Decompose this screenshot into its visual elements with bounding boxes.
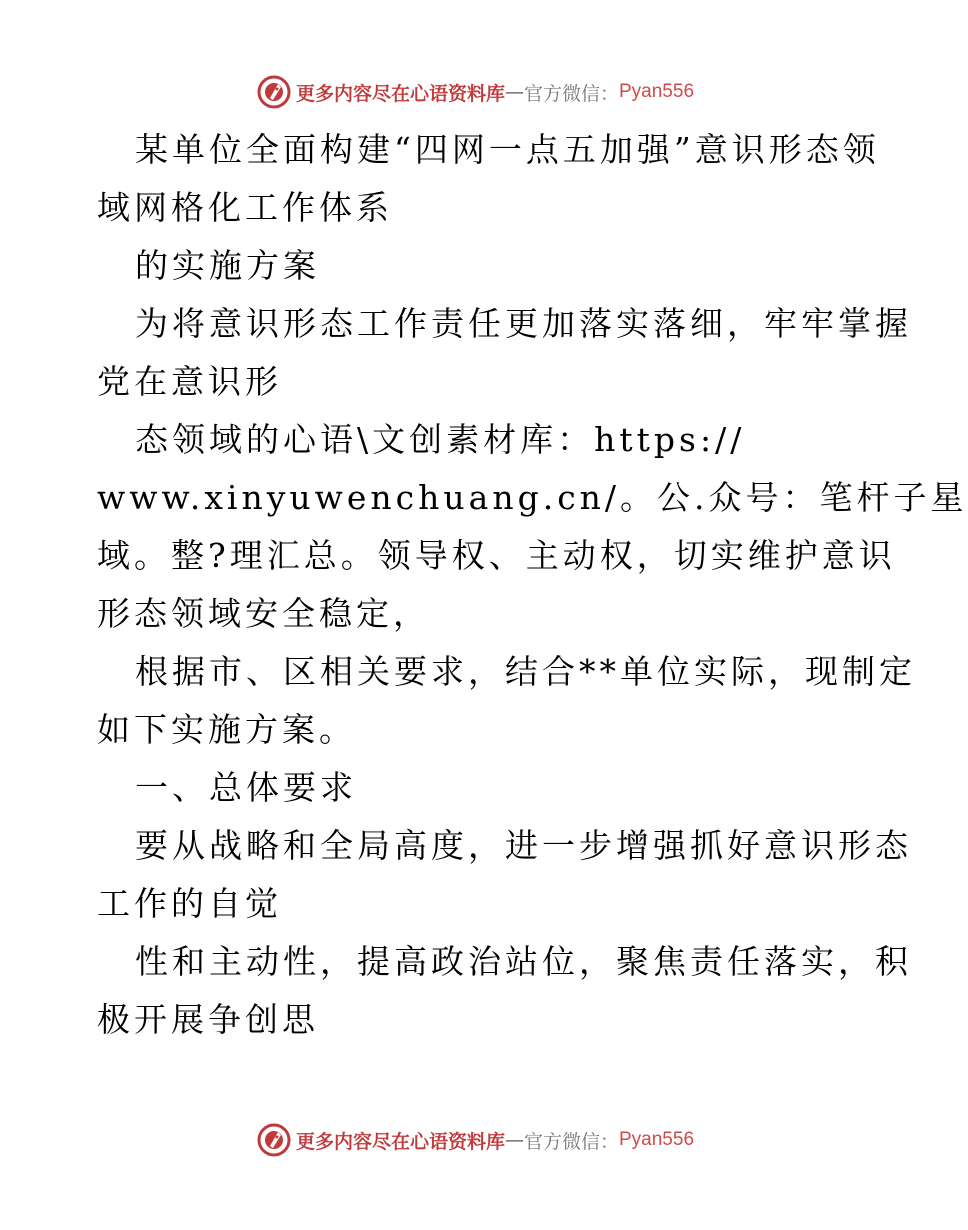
paragraph-line: 为将意识形态工作责任更加落实落细，牢牢掌握 — [135, 304, 912, 343]
paragraph-line: 态领域的心语\文创素材库：https:// — [135, 420, 746, 459]
watermark-brand: 更多内容尽在心语资料库 — [295, 1130, 505, 1153]
watermark-brand: 更多内容尽在心语资料库 — [295, 82, 505, 105]
watermark-dash: — — [504, 1129, 524, 1151]
title-line-3: 的实施方案 — [135, 246, 320, 285]
paragraph-line: 党在意识形 — [97, 362, 282, 401]
section-heading: 一、总体要求 — [135, 768, 357, 807]
pen-nib-logo-icon — [256, 74, 292, 110]
pen-nib-logo-icon — [256, 1122, 292, 1158]
watermark-label: 官方微信： — [523, 82, 619, 105]
paragraph-line: 要从战略和全局高度，进一步增强抓好意识形态 — [135, 826, 912, 865]
paragraph-line: 如下实施方案。 — [97, 710, 356, 749]
paragraph-line: 根据市、区相关要求，结合**单位实际，现制定 — [135, 652, 916, 691]
watermark-dash: — — [504, 81, 524, 103]
title-line-1: 某单位全面构建“四网一点五加强”意识形态领 — [135, 130, 880, 169]
watermark-id: Pyan556 — [619, 81, 695, 102]
watermark-banner-top — [0, 72, 950, 112]
watermark-label: 官方微信： — [523, 1130, 619, 1153]
title-line-2: 域网格化工作体系 — [97, 188, 393, 227]
watermark-banner-bottom — [0, 1120, 950, 1160]
paragraph-line: 极开展争创思 — [97, 1000, 319, 1039]
paragraph-line: 形态领域安全稳定， — [97, 594, 430, 633]
document-body — [97, 121, 968, 1049]
paragraph-line: 性和主动性，提高政治站位，聚焦责任落实，积 — [135, 942, 912, 981]
watermark-id: Pyan556 — [619, 1129, 695, 1150]
paragraph-line: 工作的自觉 — [97, 884, 282, 923]
paragraph-line: www.xinyuwenchuang.cn/。公.众号：笔杆子星 — [97, 478, 968, 517]
paragraph-line: 域。整?理汇总。领导权、主动权，切实维护意识 — [97, 536, 896, 575]
